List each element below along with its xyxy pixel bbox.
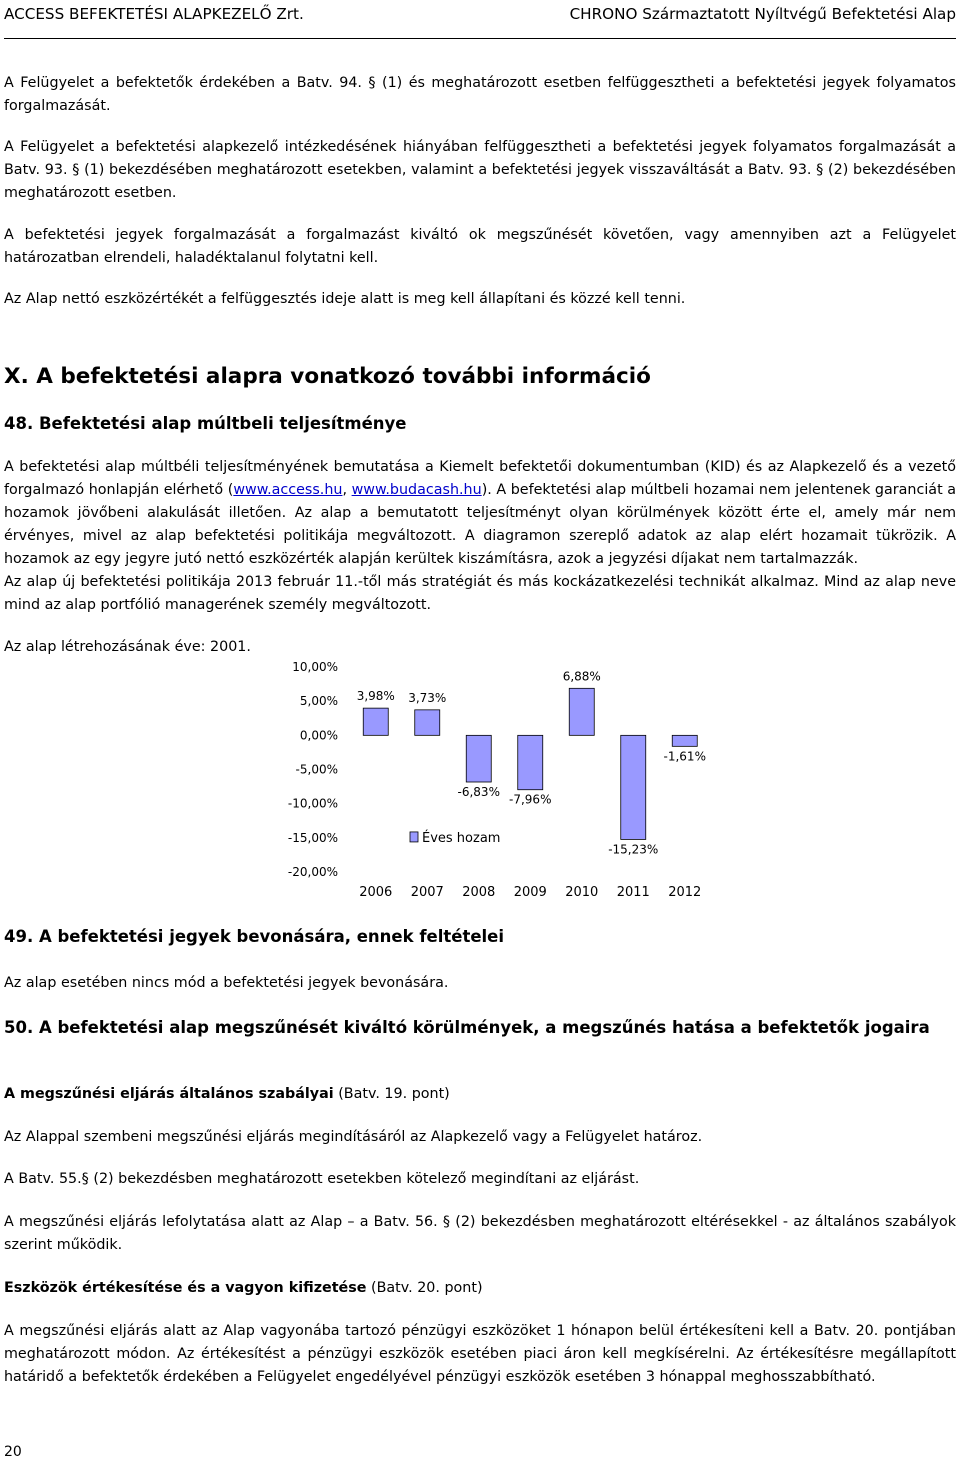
section-48-title: 48. Befektetési alap múltbeli teljesítménye <box>4 414 407 433</box>
section-49-title: 49. A befektetési jegyek bevonására, ennek feltételei <box>4 927 505 946</box>
performance-paragraph <box>4 456 956 571</box>
y-tick-label: -20,00% <box>287 865 338 879</box>
policy-paragraph: Az alap új befektetési politikája 2013 február 11.-től más stratégiát és más kockázatkezelési technikát alkalmaz. Mind az alap neve mind az alap portfólió managerének személy megváltozott. <box>4 574 956 613</box>
x-tick-label: 2012 <box>668 885 702 900</box>
bar-2012 <box>672 735 697 746</box>
s49-heading <box>4 925 956 949</box>
data-label: 3,98% <box>356 689 395 704</box>
paragraph-text: A Batv. 55.§ (2) bekezdésben meghatározott esetekben kötelező megindítani az eljárást. <box>4 1171 640 1187</box>
y-tick-label: 5,00% <box>299 694 338 709</box>
paragraph-text: Az Alappal szembeni megszűnési eljárás megindításáról az Alapkezelő vagy a Felügyelet határoz. <box>4 1129 703 1145</box>
s50-sub2 <box>4 1277 956 1300</box>
x-tick-label: 2010 <box>565 885 599 900</box>
page-header <box>4 3 956 29</box>
s50-heading <box>4 1016 956 1040</box>
s48-body <box>4 456 956 617</box>
s50-sub1 <box>4 1083 956 1106</box>
subheading-ref: (Batv. 19. pont) <box>333 1086 450 1102</box>
paragraph-resume <box>4 224 956 270</box>
paragraph-text: A Felügyelet a befektetési alapkezelő intézkedésének hiányában felfüggesztheti a befektetési jegyek folyamatos forgalmazását a Batv. 93. § (1) bekezdésében meghatározott esetekben, valamint a befektetési jegyek visszaváltását a Batv. 93. § (2) bekezdésében meghatározott esetben. <box>4 139 956 201</box>
paragraph-suspension-1 <box>4 72 956 118</box>
y-tick-label: -10,00% <box>287 796 338 811</box>
legend-label: Éves hozam <box>422 830 501 846</box>
section-title: X. A befektetési alapra vonatkozó további információ <box>4 364 651 389</box>
legend-swatch <box>410 832 418 842</box>
s50-p1 <box>4 1126 956 1149</box>
data-label: -6,83% <box>457 785 500 800</box>
x-tick-label: 2007 <box>410 885 444 900</box>
data-label: -15,23% <box>608 842 659 857</box>
budacash-link[interactable]: www.budacash.hu <box>351 482 482 498</box>
paragraph-text: A megszűnési eljárás alatt az Alap vagyonába tartozó pénzügyi eszközöket 1 hónapon belül értékesíteni kell a Batv. 20. pontjában meghatározott módon. Az értékesítést a pénzügyi eszközök esetében piaci áron kell megkísérelni. Az értékesítésre megállapított határidő a befektetők érdekében a Felügyelet engedélyével pénzügyi eszközök esetében 3 hónappal meghosszabbítható. <box>4 1323 956 1385</box>
subheading-asset-sale <box>4 1277 956 1300</box>
access-link[interactable]: www.access.hu <box>233 482 343 498</box>
data-label: -7,96% <box>509 792 552 807</box>
paragraph-suspension-2 <box>4 136 956 205</box>
x-tick-label: 2011 <box>616 885 650 900</box>
x-tick-label: 2009 <box>513 885 547 900</box>
subheading-general-rules <box>4 1083 956 1106</box>
document-page <box>4 0 956 1461</box>
founded-text: Az alap létrehozásának éve: 2001. <box>4 639 251 655</box>
paragraph-text: A befektetési jegyek forgalmazását a forgalmazást kiváltó ok megszűnését követően, vagy amennyiben azt a Felügyelet határozatban elrendeli, haladéktalanul folytatni kell. <box>4 227 956 266</box>
section-50-title: 50. A befektetési alap megszűnését kiváltó körülmények, a megszűnés hatása a befektetők jogaira <box>4 1018 930 1037</box>
y-tick-label: -15,00% <box>287 830 338 845</box>
page-number: 20 <box>4 1444 22 1460</box>
section-x-heading <box>4 363 956 391</box>
subheading-bold: Eszközök értékesítése és a vagyon kifizetése <box>4 1280 367 1296</box>
y-tick-label: -5,00% <box>295 762 338 777</box>
header-company: ACCESS BEFEKTETÉSI ALAPKEZELŐ Zrt. <box>4 5 304 23</box>
y-tick-label: 0,00% <box>299 728 338 743</box>
y-tick-label: 10,00% <box>292 660 338 674</box>
s50-p3 <box>4 1211 956 1257</box>
paragraph-nav <box>4 288 956 311</box>
bar-2011 <box>621 735 646 839</box>
s49-body <box>4 972 956 995</box>
header-fund-name: CHRONO Származtatott Nyíltvégű Befektetési Alap <box>569 5 956 23</box>
s48-heading <box>4 412 956 436</box>
bar-2009 <box>518 735 543 789</box>
x-tick-label: 2006 <box>359 885 393 900</box>
subheading-bold: A megszűnési eljárás általános szabályai <box>4 1086 334 1102</box>
data-label: 6,88% <box>562 669 601 684</box>
data-label: 3,73% <box>408 690 447 705</box>
bar-2010 <box>569 688 594 735</box>
subheading-ref: (Batv. 20. pont) <box>366 1280 483 1296</box>
s50-p4 <box>4 1320 956 1389</box>
bar-2006 <box>363 708 388 735</box>
annual-return-chart <box>284 655 714 905</box>
bar-2007 <box>415 710 440 735</box>
s49-text: Az alap esetében nincs mód a befektetési jegyek bevonására. <box>4 975 449 991</box>
bar-2008 <box>466 735 491 782</box>
data-label: -1,61% <box>663 749 706 764</box>
text-part: A befektetési alap múltbéli teljesítményének bemutatása a Kiemelt befektetői dokumentumban (KID) és az Alapkezelő és a vezető forgalmazó honlapján elérhető ( <box>4 459 956 498</box>
text-part: , <box>342 482 352 498</box>
x-tick-label: 2008 <box>462 885 496 900</box>
paragraph-text: A Felügyelet a befektetők érdekében a Batv. 94. § (1) és meghatározott esetben felfüggesztheti a befektetési jegyek folyamatos forgalmazását. <box>4 75 956 114</box>
paragraph-text: Az Alap nettó eszközértékét a felfüggesztés ideje alatt is meg kell állapítani és közzé kell tenni. <box>4 291 686 307</box>
header-divider <box>4 38 956 39</box>
paragraph-text: A megszűnési eljárás lefolytatása alatt az Alap – a Batv. 56. § (2) bekezdésben meghatározott eltérésekkel - az általános szabályok szerint működik. <box>4 1214 956 1253</box>
text-part: ). A befektetési alap múltbeli hozamai nem jelentenek garanciát a hozamok jövőbeni alakulását illetően. Az alap a bemutatott teljesítményt olyan körülmények között érte el, amely már nem érvényes, mivel az alap befektetési politikája megváltozott. A diagramon szereplő adatok az alap elért hozamait tükrözik. A hozamok az egy jegyre jutó nettó eszközérték alapján kerültek kiszámításra, azok a jegyzési díjakat nem tartalmazzák. <box>4 482 957 567</box>
s50-p2 <box>4 1168 956 1191</box>
